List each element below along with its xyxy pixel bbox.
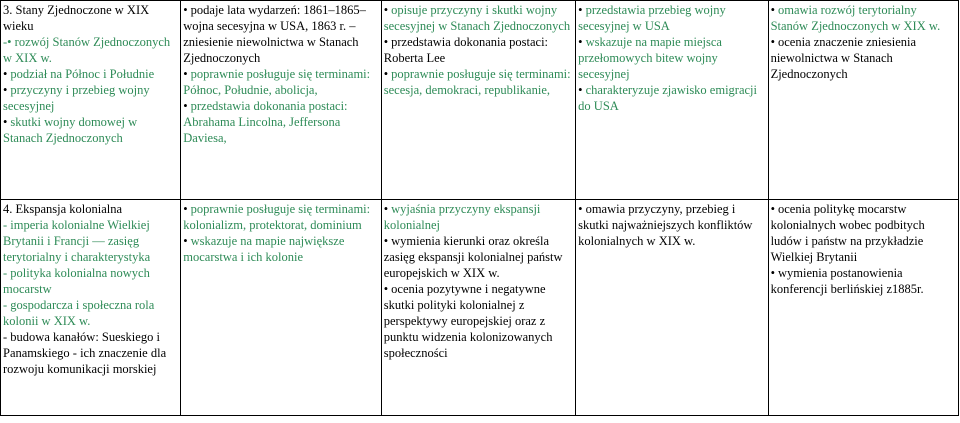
- cell-text-line: • poprawnie posługuje się terminami: Północ, Południe, abolicja,: [183, 66, 379, 98]
- cell-text-line: • wyjaśnia przyczyny ekspansji kolonialnej: [384, 201, 573, 233]
- table-cell: [576, 1, 768, 200]
- table-cell: [768, 1, 958, 200]
- cell-text-line: • omawia rozwój terytorialny Stanów Zjednoczonych w XIX w.: [771, 2, 956, 34]
- cell-text-line: • przedstawia dokonania postaci: Abrahama Lincolna, Jeffersona Daviesa,: [183, 98, 379, 146]
- table-cell: [181, 1, 382, 200]
- cell-text-line: • poprawnie posługuje się terminami: secesja, demokraci, republikanie,: [384, 66, 573, 98]
- cell-text-line: • przyczyny i przebieg wojny secesyjnej: [3, 82, 178, 114]
- cell-text-line: - gospodarcza i społeczna rola kolonii w XIX w.: [3, 298, 155, 328]
- cell-text-line: • charakteryzuje zjawisko emigracji do USA: [578, 82, 765, 114]
- cell-text-line: • ocenia pozytywne i negatywne skutki polityki kolonialnej z perspektywy europejskiej oraz z punktu widzenia kolonizowanych społeczności: [384, 281, 573, 361]
- cell-text-line: • ocenia znaczenie zniesienia niewolnictwa w Stanach Zjednoczonych: [771, 34, 956, 82]
- cell-text-line: • przedstawia przebieg wojny secesyjnej w USA: [578, 2, 765, 34]
- table-row: [1, 1, 959, 200]
- table-body: [1, 1, 959, 416]
- cell-text-line: • podaje lata wydarzeń: 1861–1865– wojna secesyjna w USA, 1863 r. –zniesienie niewolnictwa w Stanach Zjednoczonych: [183, 2, 379, 66]
- cell-text-line: • wymienia postanowienia konferencji berlińskiej z1885r.: [771, 265, 956, 297]
- table-cell: [576, 200, 768, 416]
- table-row: [1, 200, 959, 416]
- cell-text-line: 4. Ekspansja kolonialna: [3, 202, 123, 216]
- cell-text-line: • skutki wojny domowej w Stanach Zjednoczonych: [3, 114, 178, 146]
- cell-text-line: - imperia kolonialne Wielkiej Brytanii i Francji — zasięg terytorialny i charakterystyka: [3, 218, 151, 264]
- cell-text-line: • przedstawia dokonania postaci: Roberta Lee: [384, 34, 573, 66]
- cell-text-line: • poprawnie posługuje się terminami: kolonializm, protektorat, dominium: [183, 201, 379, 233]
- cell-text-line: -• rozwój Stanów Zjednoczonych w XIX w.: [3, 35, 171, 65]
- cell-text-line: 3. Stany Zjednoczone w XIX wieku: [3, 3, 150, 33]
- table-cell: [181, 200, 382, 416]
- table-cell: [768, 200, 958, 416]
- cell-text-line: • wskazuje na mapie największe mocarstwa i ich kolonie: [183, 233, 379, 265]
- cell-text-line: • omawia przyczyny, przebieg i skutki najważniejszych konfliktów kolonialnych w XIX w.: [578, 201, 765, 249]
- table-cell: [1, 200, 181, 416]
- cell-text-line: • wskazuje na mapie miejsca przełomowych bitew wojny secesyjnej: [578, 34, 765, 82]
- cell-text-line: • ocenia politykę mocarstw kolonialnych wobec podbitych ludów i państw na przykładzie Wielkiej Brytanii: [771, 201, 956, 265]
- cell-text-line: - polityka kolonialna nowych mocarstw: [3, 266, 150, 296]
- table-cell: [381, 1, 575, 200]
- cell-text-line: - budowa kanałów: Sueskiego i Panamskiego - ich znaczenie dla rozwoju komunikacji morskiej: [3, 330, 167, 376]
- cell-text-line: • wymienia kierunki oraz określa zasięg ekspansji kolonialnej państw europejskich w XIX w.: [384, 233, 573, 281]
- table-cell: [1, 1, 181, 200]
- table-cell: [381, 200, 575, 416]
- cell-text-line: • opisuje przyczyny i skutki wojny secesyjnej w Stanach Zjednoczonych: [384, 2, 573, 34]
- cell-text-line: • podział na Północ i Południe: [3, 66, 178, 82]
